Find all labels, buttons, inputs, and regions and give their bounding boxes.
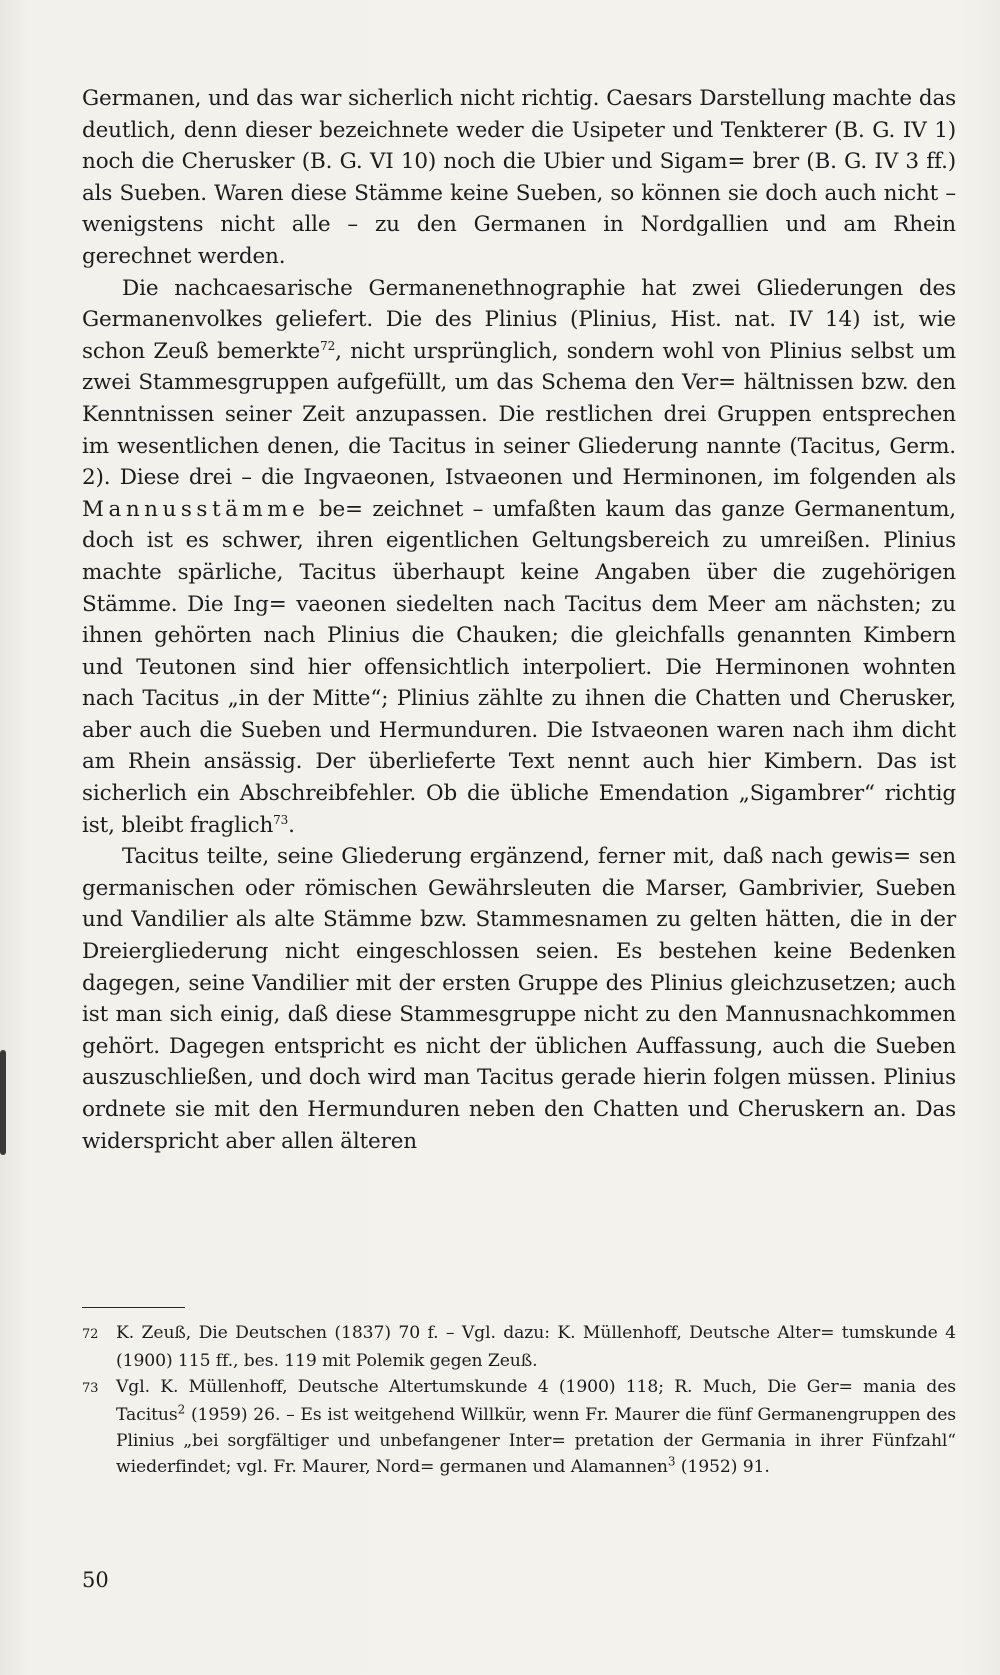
text-run: (1952) 91.	[675, 1457, 770, 1477]
paragraph	[82, 83, 956, 273]
paragraph	[82, 273, 956, 842]
footnote-reference: 2	[177, 1402, 186, 1417]
footnote-reference: 3	[667, 1454, 676, 1469]
footnote	[82, 1320, 956, 1374]
footnote	[82, 1374, 956, 1480]
text-run: Die nachcaesarische Germanenethnographie hat zwei Gliederungen des Germanenvolkes geliefert. Die des Plinius (Plinius, Hist. nat. IV 14) ist, wie schon Zeuß bemerkte	[82, 275, 956, 364]
footnote-reference: 72	[320, 338, 336, 353]
text-run: .	[288, 812, 295, 838]
footnote-number: 73	[82, 1381, 99, 1396]
emphasized-term: Mannusstämme	[82, 496, 310, 522]
footnotes	[82, 1320, 956, 1480]
text-run: , nicht ursprünglich, sondern wohl von Plinius selbst um zwei Stammesgruppen aufgefüllt, um das Schema den Ver= hältnissen bzw. den Kenntnissen seiner Zeit anzupassen. Die restlichen drei Gruppen entsprechen im wesentlichen denen, die Tacitus in seiner Gliederung nannte (Tacitus, Germ. 2). Diese drei – die Ingvaeonen, Istvaeonen und Herminonen, im folgenden als	[82, 338, 956, 491]
footnote-reference: 73	[273, 812, 289, 827]
text-run: Germanen, und das war sicherlich nicht richtig. Caesars Darstellung machte das deutlich, denn dieser bezeichnete weder die Usipeter und Tenkterer (B. G. IV 1) noch die Cherusker (B. G. VI 10) noch die Ubier und Sigam= brer (B. G. IV 3 ff.) als Sueben. Waren diese Stämme keine Sueben, so können sie doch auch nicht – wenigstens nicht alle – zu den Germanen in Nordgallien und am Rhein gerechnet werden.	[82, 86, 956, 269]
text-run: K. Zeuß, Die Deutschen (1837) 70 f. – Vgl. dazu: K. Müllenhoff, Deutsche Alter= tumskunde 4 (1900) 115 ff., bes. 119 mit Polemik gegen Zeuß.	[116, 1323, 956, 1371]
text-run: be= zeichnet – umfaßten kaum das ganze Germanentum, doch ist es schwer, ihren eigentlichen Geltungsbereich zu umreißen. Plinius machte spärliche, Tacitus überhaupt keine Angaben über die zugehörigen Stämme. Die Ing= vaeonen siedelten nach Tacitus dem Meer am nächsten; zu ihnen gehörten nach Plinius die Chauken; die gleichfalls genannten Kimbern und Teutonen sind hier offensichtlich interpoliert. Die Herminonen wohnten nach Tacitus „in der Mitte“; Plinius zählte zu ihnen die Chatten und Cherusker, aber auch die Sueben und Hermunduren. Die Istvaeonen waren nach ihm dicht am Rhein ansässig. Der überlieferte Text nennt auch hier Kimbern. Das ist sicherlich ein Abschreibfehler. Ob die übliche Emendation „Sigambrer“ richtig ist, bleibt fraglich	[82, 496, 956, 838]
body-text	[82, 83, 956, 1157]
text-run: Tacitus teilte, seine Gliederung ergänzend, ferner mit, daß nach gewis= sen germanischen oder römischen Gewährsleuten die Marser, Gambrivier, Sueben und Vandilier als alte Stämme bzw. Stammesnamen zu gelten hätten, die in der Dreiergliederung nicht eingeschlossen seien. Es bestehen keine Bedenken dagegen, seine Vandilier mit der ersten Gruppe des Plinius gleichzusetzen; auch ist man sich einig, daß diese Stammesgruppe nicht zu den Mannusnachkommen gehört. Dagegen entspricht es nicht der üblichen Auffassung, auch die Sueben auszuschließen, und doch wird man Tacitus gerade hierin folgen müssen. Plinius ordnete sie mit den Hermunduren neben den Chatten und Cheruskern an. Das widerspricht aber allen älteren	[82, 844, 956, 1154]
page-number: 50	[82, 1568, 109, 1592]
paragraph	[82, 841, 956, 1157]
page-edge-shadow	[0, 1050, 6, 1155]
footnote-divider	[82, 1307, 185, 1308]
text-run: Vgl. K. Müllenhoff, Deutsche Altertumskunde 4 (1900) 118; R. Much, Die Ger= mania des Tacitus	[116, 1377, 956, 1425]
text-run: (1959) 26. – Es ist weitgehend Willkür, wenn Fr. Maurer die fünf Germanengruppen des Plinius „bei sorgfältiger und unbefangener Inter= pretation der Germania in ihrer Fünfzahl“ wiederfindet; vgl. Fr. Maurer, Nord= germanen und Alamannen	[116, 1405, 956, 1477]
footnote-number: 72	[82, 1327, 99, 1342]
